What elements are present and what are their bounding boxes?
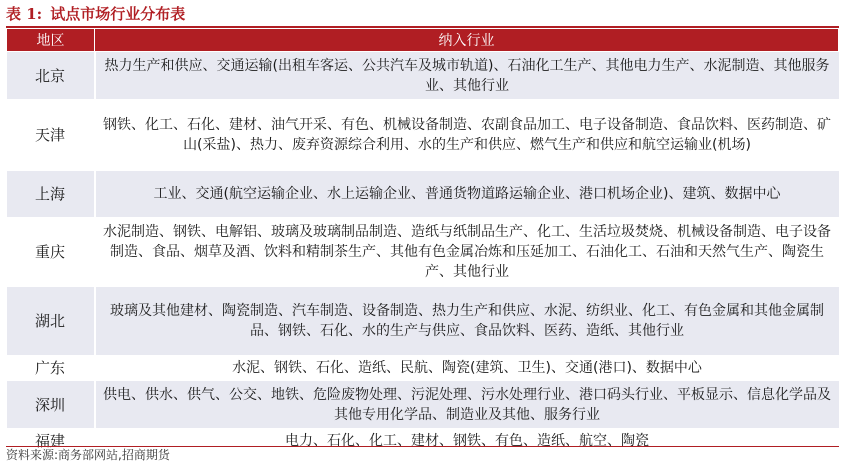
industries-cell: 工业、交通(航空运输企业、水上运输企业、普通货物道路运输企业、港口机场企业)、建筑、数据中心 xyxy=(95,171,839,218)
region-cell: 上海 xyxy=(7,171,95,218)
region-cell: 重庆 xyxy=(7,218,95,287)
table-row xyxy=(7,287,839,356)
table-number: 表 1: xyxy=(6,5,43,23)
region-cell: 北京 xyxy=(7,52,95,100)
industries-cell: 供电、供水、供气、公交、地铁、危险废物处理、污泥处理、污水处理行业、港口码头行业、平板显示、信息化学品及其他专用化学品、制造业及其他、服务行业 xyxy=(95,381,839,429)
region-cell: 天津 xyxy=(7,100,95,171)
table-title xyxy=(6,3,185,25)
table-row xyxy=(7,381,839,429)
table-row xyxy=(7,356,839,381)
header-industries: 纳入行业 xyxy=(95,29,839,52)
header-region: 地区 xyxy=(7,29,95,52)
table-row xyxy=(7,52,839,100)
table-row xyxy=(7,171,839,218)
table-row xyxy=(7,100,839,171)
industry-table xyxy=(6,28,839,454)
industries-cell: 水泥制造、钢铁、电解铝、玻璃及玻璃制品制造、造纸与纸制品生产、化工、生活垃圾焚烧、机械设备制造、电子设备制造、食品、烟草及酒、饮料和精制茶生产、其他有色金属冶炼和压延加工、石油化工、石油和天然气生产、陶瓷生产、其他行业 xyxy=(95,218,839,287)
industries-cell: 电力、石化、化工、建材、钢铁、有色、造纸、航空、陶瓷 xyxy=(95,429,839,454)
region-cell: 广东 xyxy=(7,356,95,381)
table-title-text: 试点市场行业分布表 xyxy=(50,5,186,23)
industries-cell: 钢铁、化工、石化、建材、油气开采、有色、机械设备制造、农副食品加工、电子设备制造、食品饮料、医药制造、矿山(采盐)、热力、废弃资源综合利用、水的生产和供应、燃气生产和供应和航空运输业(机场) xyxy=(95,100,839,171)
region-cell: 福建 xyxy=(7,429,95,454)
region-cell: 深圳 xyxy=(7,381,95,429)
industries-cell: 热力生产和供应、交通运输(出租车客运、公共汽车及城市轨道)、石油化工生产、其他电力生产、水泥制造、其他服务业、其他行业 xyxy=(95,52,839,100)
source-note: 资料来源:商务部网站,招商期货 xyxy=(6,448,170,462)
industries-cell: 玻璃及其他建材、陶瓷制造、汽车制造、设备制造、热力生产和供应、水泥、纺织业、化工、有色金属和其他金属制品、钢铁、石化、水的生产与供应、食品饮料、医药、造纸、其他行业 xyxy=(95,287,839,356)
industries-cell: 水泥、钢铁、石化、造纸、民航、陶瓷(建筑、卫生)、交通(港口)、数据中心 xyxy=(95,356,839,381)
table-row xyxy=(7,218,839,287)
header-row xyxy=(7,29,839,52)
region-cell: 湖北 xyxy=(7,287,95,356)
